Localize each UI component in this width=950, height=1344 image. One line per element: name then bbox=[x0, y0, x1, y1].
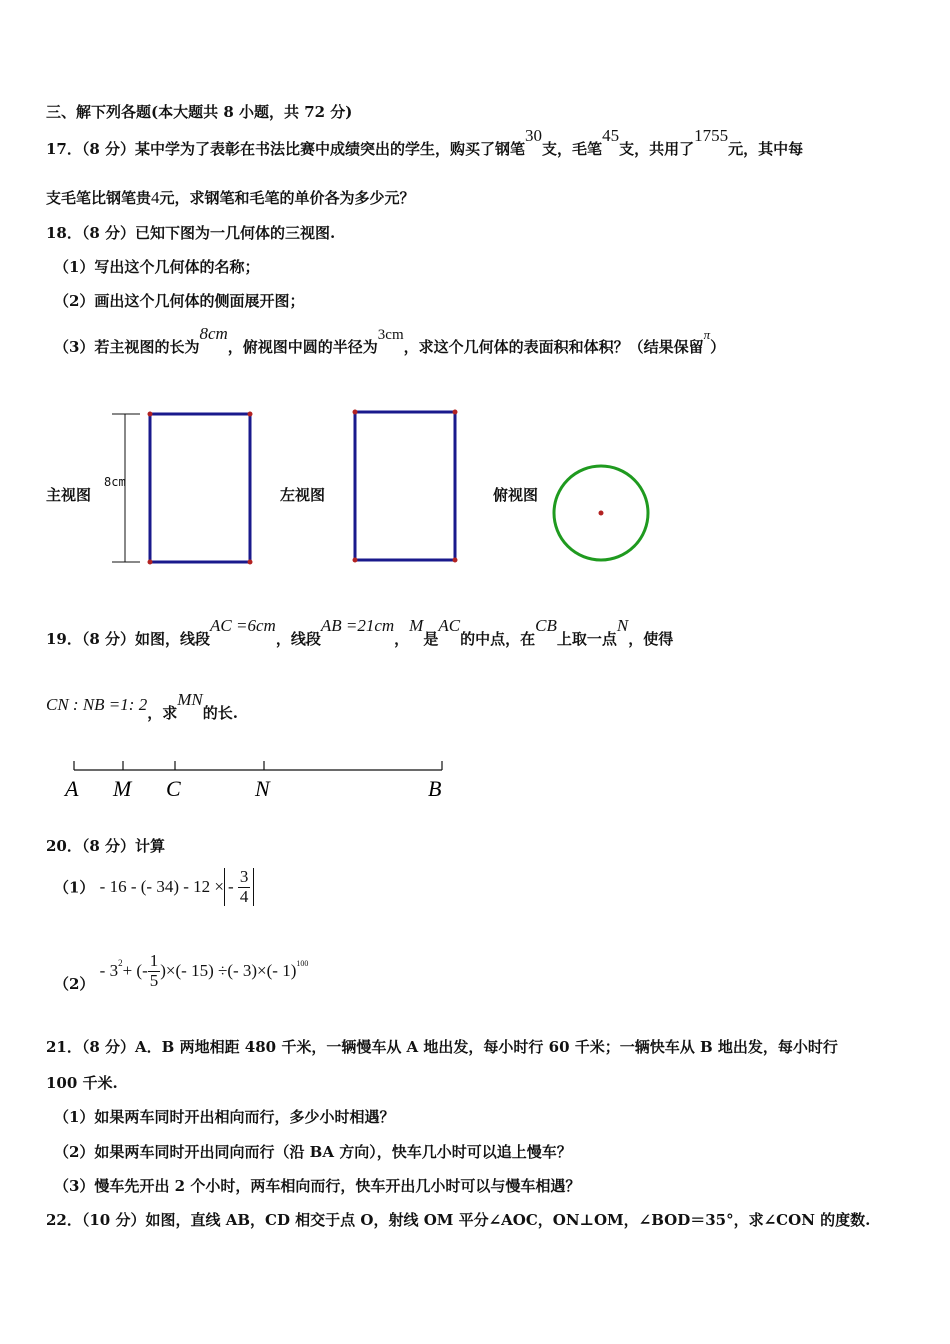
dimension-line bbox=[112, 414, 140, 562]
circle-center-dot bbox=[599, 511, 604, 516]
q19-m6: N bbox=[616, 616, 629, 635]
q19-g: ，使得 bbox=[628, 630, 674, 648]
q20-p2-frac bbox=[148, 952, 161, 990]
q21-part1: （1）如果两车同时开出相向而行，多少小时相遇？ bbox=[54, 1108, 395, 1126]
q20-part1 bbox=[54, 868, 254, 906]
three-view-figure bbox=[0, 400, 700, 580]
q20-p2-den: 5 bbox=[149, 970, 159, 990]
q20-p2-a: - 3 bbox=[99, 961, 119, 981]
q19-e: 的中点，在 bbox=[460, 630, 536, 648]
front-view-label: 主视图 bbox=[46, 486, 92, 504]
q20-p2-exp1: 2 bbox=[118, 958, 123, 969]
q17-n3: 1755 bbox=[694, 126, 729, 145]
q18-p3-b: ，俯视图中圆的半径为 bbox=[227, 338, 378, 356]
vertex-dot bbox=[353, 410, 358, 415]
point-label-c: C bbox=[166, 776, 181, 801]
q17-line2-a: 支毛笔比钢笔贵 bbox=[46, 189, 152, 207]
q17-line2-b: 元，求钢笔和毛笔的单价各为多少元？ bbox=[159, 189, 415, 207]
q20-title: 20．（8 分）计算 bbox=[46, 837, 166, 855]
q19-b: ，线段 bbox=[275, 630, 321, 648]
q19-line2-m1: CN : NB =1: 2 bbox=[46, 695, 148, 714]
point-label-m: M bbox=[113, 776, 132, 801]
q17-line1 bbox=[46, 126, 804, 159]
vertex-dot bbox=[353, 558, 358, 563]
q19-m2: AB =21cm bbox=[320, 616, 395, 635]
q20-p1-expr: - 16 - (- 34) - 12 × bbox=[99, 877, 224, 897]
q17-n2: 45 bbox=[602, 126, 620, 145]
side-view-rect bbox=[355, 412, 455, 560]
dimension-label: 8cm bbox=[104, 475, 126, 489]
q18-part2: （2）画出这个几何体的侧面展开图； bbox=[54, 292, 305, 310]
q20-p2-exp2: 100 bbox=[296, 959, 309, 969]
q19-c: ， bbox=[394, 630, 410, 648]
point-label-a: A bbox=[65, 776, 79, 801]
q17-t1: 支，毛笔 bbox=[542, 140, 603, 158]
q18-p3-a: （3）若主视图的长为 bbox=[54, 338, 200, 356]
q20-p2-num: 1 bbox=[149, 951, 159, 970]
q18-part3 bbox=[54, 324, 726, 357]
q20-part2 bbox=[54, 951, 309, 993]
q19-m3: M bbox=[409, 616, 424, 635]
q18-p3-pi: π bbox=[703, 327, 711, 342]
q18-p3-m1: 8cm bbox=[199, 324, 228, 343]
q19-m4: AC bbox=[438, 616, 461, 635]
q17-n1: 30 bbox=[525, 126, 543, 145]
q19-line2-a: ，求 bbox=[147, 704, 178, 722]
q20-p2-c: )×(- 15) ÷(- 3)×(- 1) bbox=[160, 961, 297, 981]
q17-line2 bbox=[46, 187, 415, 208]
q18-p3-d: ） bbox=[710, 338, 726, 356]
q19-line2-m2: MN bbox=[177, 690, 203, 709]
point-label-b: B bbox=[428, 776, 442, 801]
q20-p1-den: 4 bbox=[239, 886, 249, 906]
q20-p2-b: + (- bbox=[122, 961, 148, 981]
q18-part1: （1）写出这个几何体的名称； bbox=[54, 258, 260, 276]
q21-part2: （2）如果两车同时开出同向而行（沿 BA 方向），快车几小时可以追上慢车？ bbox=[54, 1143, 572, 1161]
q20-p1-num: 3 bbox=[239, 867, 249, 886]
vertex-dot bbox=[248, 560, 253, 565]
q17-prefix: 17．（8 分）某中学为了表彰在书法比赛中成绩突出的学生，购买了钢笔 bbox=[46, 140, 526, 158]
front-view-rect bbox=[150, 414, 250, 562]
vertex-dot bbox=[453, 558, 458, 563]
q19-line1 bbox=[46, 616, 674, 649]
vertex-dot bbox=[148, 412, 153, 417]
q22-line1: 22．（10 分）如图，直线 AB，CD 相交于点 O，射线 OM 平分∠AOC，ON⊥OM，∠BOD＝35°，求∠CON 的度数. bbox=[46, 1211, 871, 1229]
q19-a: 19．（8 分）如图，线段 bbox=[46, 630, 211, 648]
top-view-label: 俯视图 bbox=[493, 486, 539, 504]
side-view-label: 左视图 bbox=[280, 486, 326, 504]
q19-f: 上取一点 bbox=[556, 630, 617, 648]
q19-d: 是 bbox=[423, 630, 439, 648]
segment-figure bbox=[60, 755, 460, 805]
vertex-dot bbox=[453, 410, 458, 415]
vertex-dot bbox=[148, 560, 153, 565]
q20-p1-frac bbox=[238, 868, 251, 906]
q20-p1-label: （1） bbox=[54, 878, 95, 897]
q18-p3-m2: 3cm bbox=[377, 327, 404, 343]
q19-m1: AC =6cm bbox=[210, 616, 276, 635]
vertex-dot bbox=[248, 412, 253, 417]
q18-p3-c: ，求这个几何体的表面积和体积？（结果保留 bbox=[403, 338, 704, 356]
q18-title: 18．（8 分）已知下图为一几何体的三视图. bbox=[46, 224, 336, 242]
q21-part3: （3）慢车先开出 2 个小时，两车相向而行，快车开出几小时可以与慢车相遇？ bbox=[54, 1177, 581, 1195]
q19-line2 bbox=[46, 690, 238, 723]
q19-line2-b: 的长. bbox=[202, 704, 238, 722]
q20-p1-abs-sign: - bbox=[227, 877, 234, 897]
point-label-n: N bbox=[255, 776, 270, 801]
q17-t3: 元，其中每 bbox=[728, 140, 804, 158]
q17-line2-n: 4 bbox=[151, 188, 160, 207]
section-title: 三、解下列各题(本大题共 8 小题，共 72 分) bbox=[46, 103, 353, 121]
q21-line1: 21．（8 分）A．B 两地相距 480 千米，一辆慢车从 A 地出发，每小时行 60 千米；一辆快车从 B 地出发，每小时行 bbox=[46, 1038, 838, 1056]
q17-t2: 支，共用了 bbox=[619, 140, 695, 158]
q20-p2-label: （2） bbox=[54, 974, 95, 993]
q20-p1-abs bbox=[224, 868, 254, 906]
q19-m5: CB bbox=[535, 616, 557, 635]
q21-line2: 100 千米. bbox=[46, 1074, 118, 1092]
